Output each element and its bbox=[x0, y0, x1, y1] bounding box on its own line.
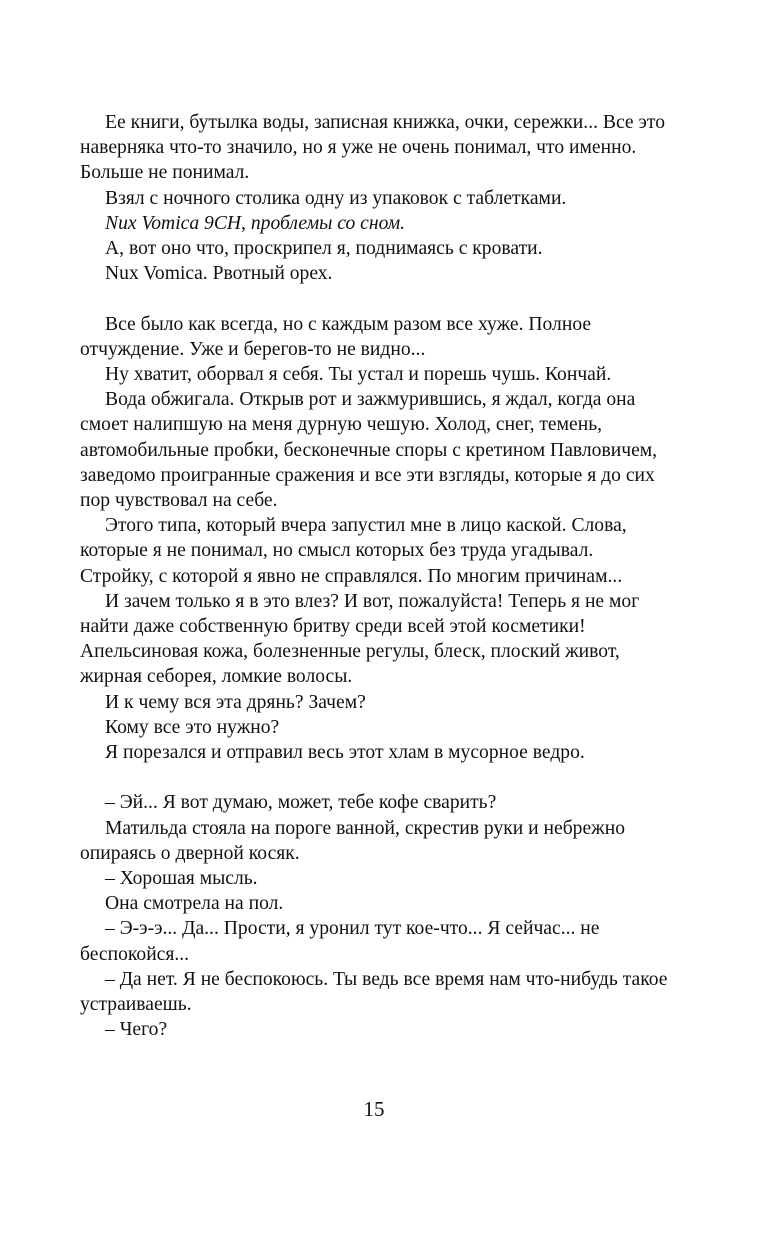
paragraph: Матильда стояла на пороге ванной, скрестив руки и небрежно опираясь о дверной косяк. bbox=[80, 817, 625, 864]
paragraph: Nux Vomica. Рвотный орех. bbox=[105, 263, 333, 285]
dialogue-line: – Хорошая мысль. bbox=[105, 868, 258, 890]
paragraph: Она смотрела на пол. bbox=[105, 893, 284, 915]
paragraph: Кому все это нужно? bbox=[105, 716, 280, 738]
paragraph: Ну хватит, оборвал я себя. Ты устал и порешь чушь. Кончай. bbox=[105, 364, 612, 386]
dialogue-line: – Чего? bbox=[105, 1019, 168, 1041]
text-section-2 bbox=[80, 312, 668, 766]
section-break bbox=[80, 286, 668, 311]
paragraph: Я порезался и отправил весь этот хлам в мусорное ведро. bbox=[105, 742, 585, 764]
paragraph: А, вот оно что, проскрипел я, поднимаясь с кровати. bbox=[105, 238, 543, 260]
text-section-1 bbox=[80, 110, 668, 286]
dialogue-line: – Э-э-э... Да... Прости, я уронил тут кое-что... Я сейчас... не беспокойся... bbox=[80, 918, 600, 965]
paragraph: Этого типа, который вчера запустил мне в лицо каской. Слова, которые я не понимал, но смысл которых без труда угадывал. Стройку, с которой я явно не справлялся. По многим причинам... bbox=[80, 515, 627, 587]
paragraph: И к чему вся эта дрянь? Зачем? bbox=[105, 691, 366, 713]
paragraph: Ее книги, бутылка воды, записная книжка, очки, сережки... Все это наверняка что-то значило, но я уже не очень понимал, что именно. Больше не понимал. bbox=[80, 112, 665, 184]
text-section-3 bbox=[80, 790, 668, 1042]
page-number: 15 bbox=[363, 1097, 385, 1121]
paragraph: И зачем только я в это влез? И вот, пожалуйста! Теперь я не мог найти даже собственную бритву среди всей этой косметики! Апельсиновая кожа, болезненные регулы, блеск, плоский живот, жирная себорея, ломкие волосы. bbox=[80, 590, 640, 688]
paragraph: Вода обжигала. Открыв рот и зажмурившись, я ждал, когда она смоет налипшую на меня дурную чешую. Холод, снег, темень, автомобильные пробки, бесконечные споры с кретином Павловичем, заведомо проигранные сражения и все эти взгляды, которые я до сих пор чувствовал на себе. bbox=[80, 389, 658, 512]
section-break bbox=[80, 765, 668, 790]
dialogue-line: – Эй... Я вот думаю, может, тебе кофе сварить? bbox=[105, 792, 497, 814]
dialogue-line: – Да нет. Я не беспокоюсь. Ты ведь все время нам что-нибудь такое устраиваешь. bbox=[80, 968, 668, 1016]
paragraph-italic-label: Nux Vomica 9CH, проблемы со сном. bbox=[105, 212, 406, 234]
paragraph: Все было как всегда, но с каждым разом все хуже. Полное отчуждение. Уже и берегов-то не видно... bbox=[80, 313, 592, 360]
book-page-text bbox=[80, 110, 668, 1042]
paragraph: Взял с ночного столика одну из упаковок с таблетками. bbox=[105, 187, 567, 209]
